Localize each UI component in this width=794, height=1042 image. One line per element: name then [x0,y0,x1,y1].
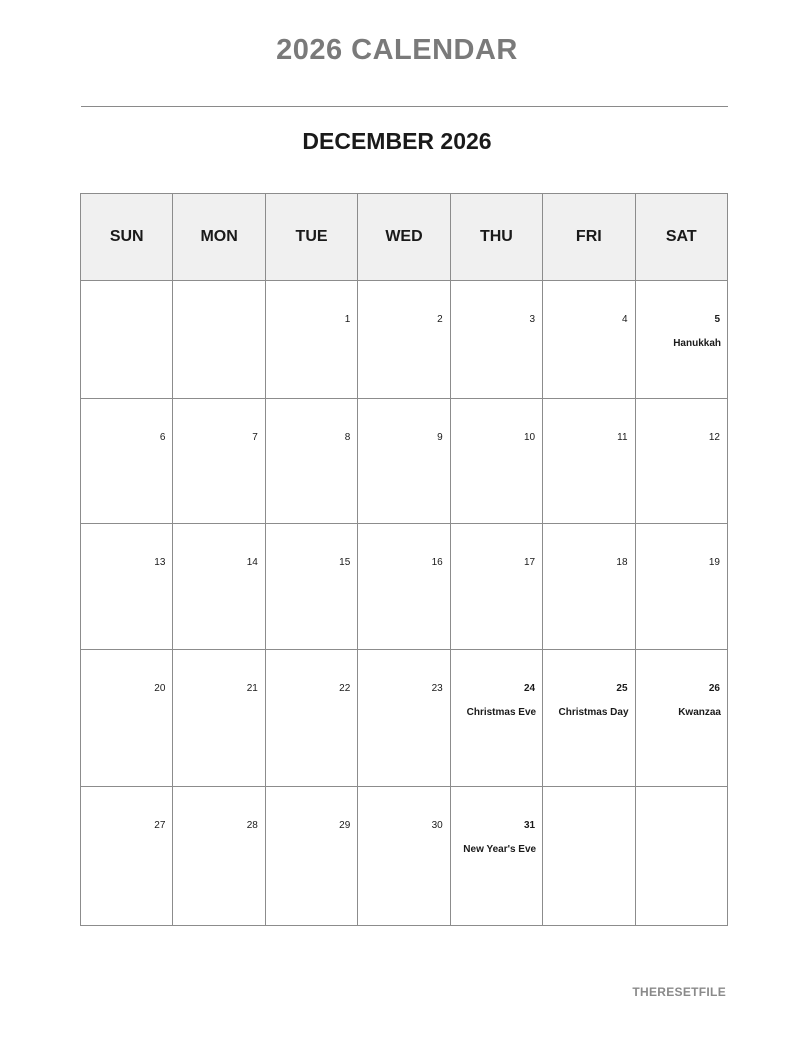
day-cell [635,399,727,524]
day-cell [450,650,542,787]
day-cell [543,524,635,650]
weekday-header: FRI [543,194,635,281]
day-cell [81,399,173,524]
week-row [81,281,728,399]
day-cell [81,281,173,399]
day-number: 15 [339,557,351,568]
day-cell [635,650,727,787]
day-number: 19 [708,557,720,568]
day-cell [265,281,357,399]
day-cell [81,787,173,926]
day-number: 3 [529,314,536,325]
day-cell [635,787,727,926]
day-cell [450,524,542,650]
day-cell [173,650,265,787]
weekday-header: SUN [81,194,173,281]
title-divider [81,106,728,107]
day-number: 9 [437,432,443,443]
day-cell [265,524,357,650]
day-number: 20 [154,683,166,694]
day-number: 27 [154,820,166,831]
day-cell [635,524,727,650]
day-number: 31 [523,820,536,831]
day-number: 16 [431,557,443,568]
day-number: 8 [344,432,351,443]
day-number: 29 [339,820,351,831]
day-number: 25 [616,683,628,694]
day-number: 14 [246,557,258,568]
holiday-label: Christmas Eve [466,707,537,718]
week-row [81,524,728,650]
day-cell [81,650,173,787]
day-number: 6 [159,432,166,443]
day-cell [450,787,542,926]
day-number: 13 [154,557,166,568]
day-number: 21 [246,683,258,694]
day-number: 11 [617,432,628,443]
day-cell [358,524,450,650]
day-cell [173,399,265,524]
page-title: 2026 CALENDAR [276,34,518,66]
day-number: 2 [437,314,443,325]
footer-brand: THERESETFILE [632,985,726,999]
day-number: 23 [431,683,443,694]
day-number: 24 [523,683,536,694]
day-cell [173,524,265,650]
day-cell [450,281,542,399]
day-cell [543,281,635,399]
day-number: 4 [621,314,628,325]
day-cell [265,787,357,926]
day-cell [358,399,450,524]
week-row [81,787,728,926]
day-cell [635,281,727,399]
holiday-label: New Year's Eve [463,844,537,855]
week-row [81,650,728,787]
day-cell [173,787,265,926]
month-title: DECEMBER 2026 [302,128,492,154]
weekday-header: SAT [635,194,727,281]
day-cell [543,399,635,524]
weekday-header-row [81,194,728,281]
day-number: 5 [714,314,720,325]
weekday-header: MON [173,194,265,281]
day-number: 12 [708,432,720,443]
day-cell [450,399,542,524]
holiday-label: Hanukkah [673,338,721,349]
day-cell [173,281,265,399]
day-number: 22 [339,683,351,694]
holiday-label: Kwanzaa [678,707,721,718]
weekday-header: TUE [265,194,357,281]
day-number: 30 [431,820,443,831]
day-cell [81,524,173,650]
day-number: 7 [252,432,258,443]
weekday-header: THU [450,194,542,281]
day-cell [358,281,450,399]
day-number: 18 [616,557,628,568]
week-row [81,399,728,524]
day-number: 28 [246,820,258,831]
day-number: 26 [708,683,720,694]
day-cell [543,650,635,787]
day-cell [265,399,357,524]
weekday-header: WED [358,194,450,281]
day-number: 10 [523,432,536,443]
day-number: 1 [344,314,351,325]
calendar-grid [80,193,728,926]
holiday-label: Christmas Day [558,707,629,718]
day-cell [358,650,450,787]
day-cell [265,650,357,787]
day-cell [358,787,450,926]
day-cell [543,787,635,926]
day-number: 17 [523,557,536,568]
